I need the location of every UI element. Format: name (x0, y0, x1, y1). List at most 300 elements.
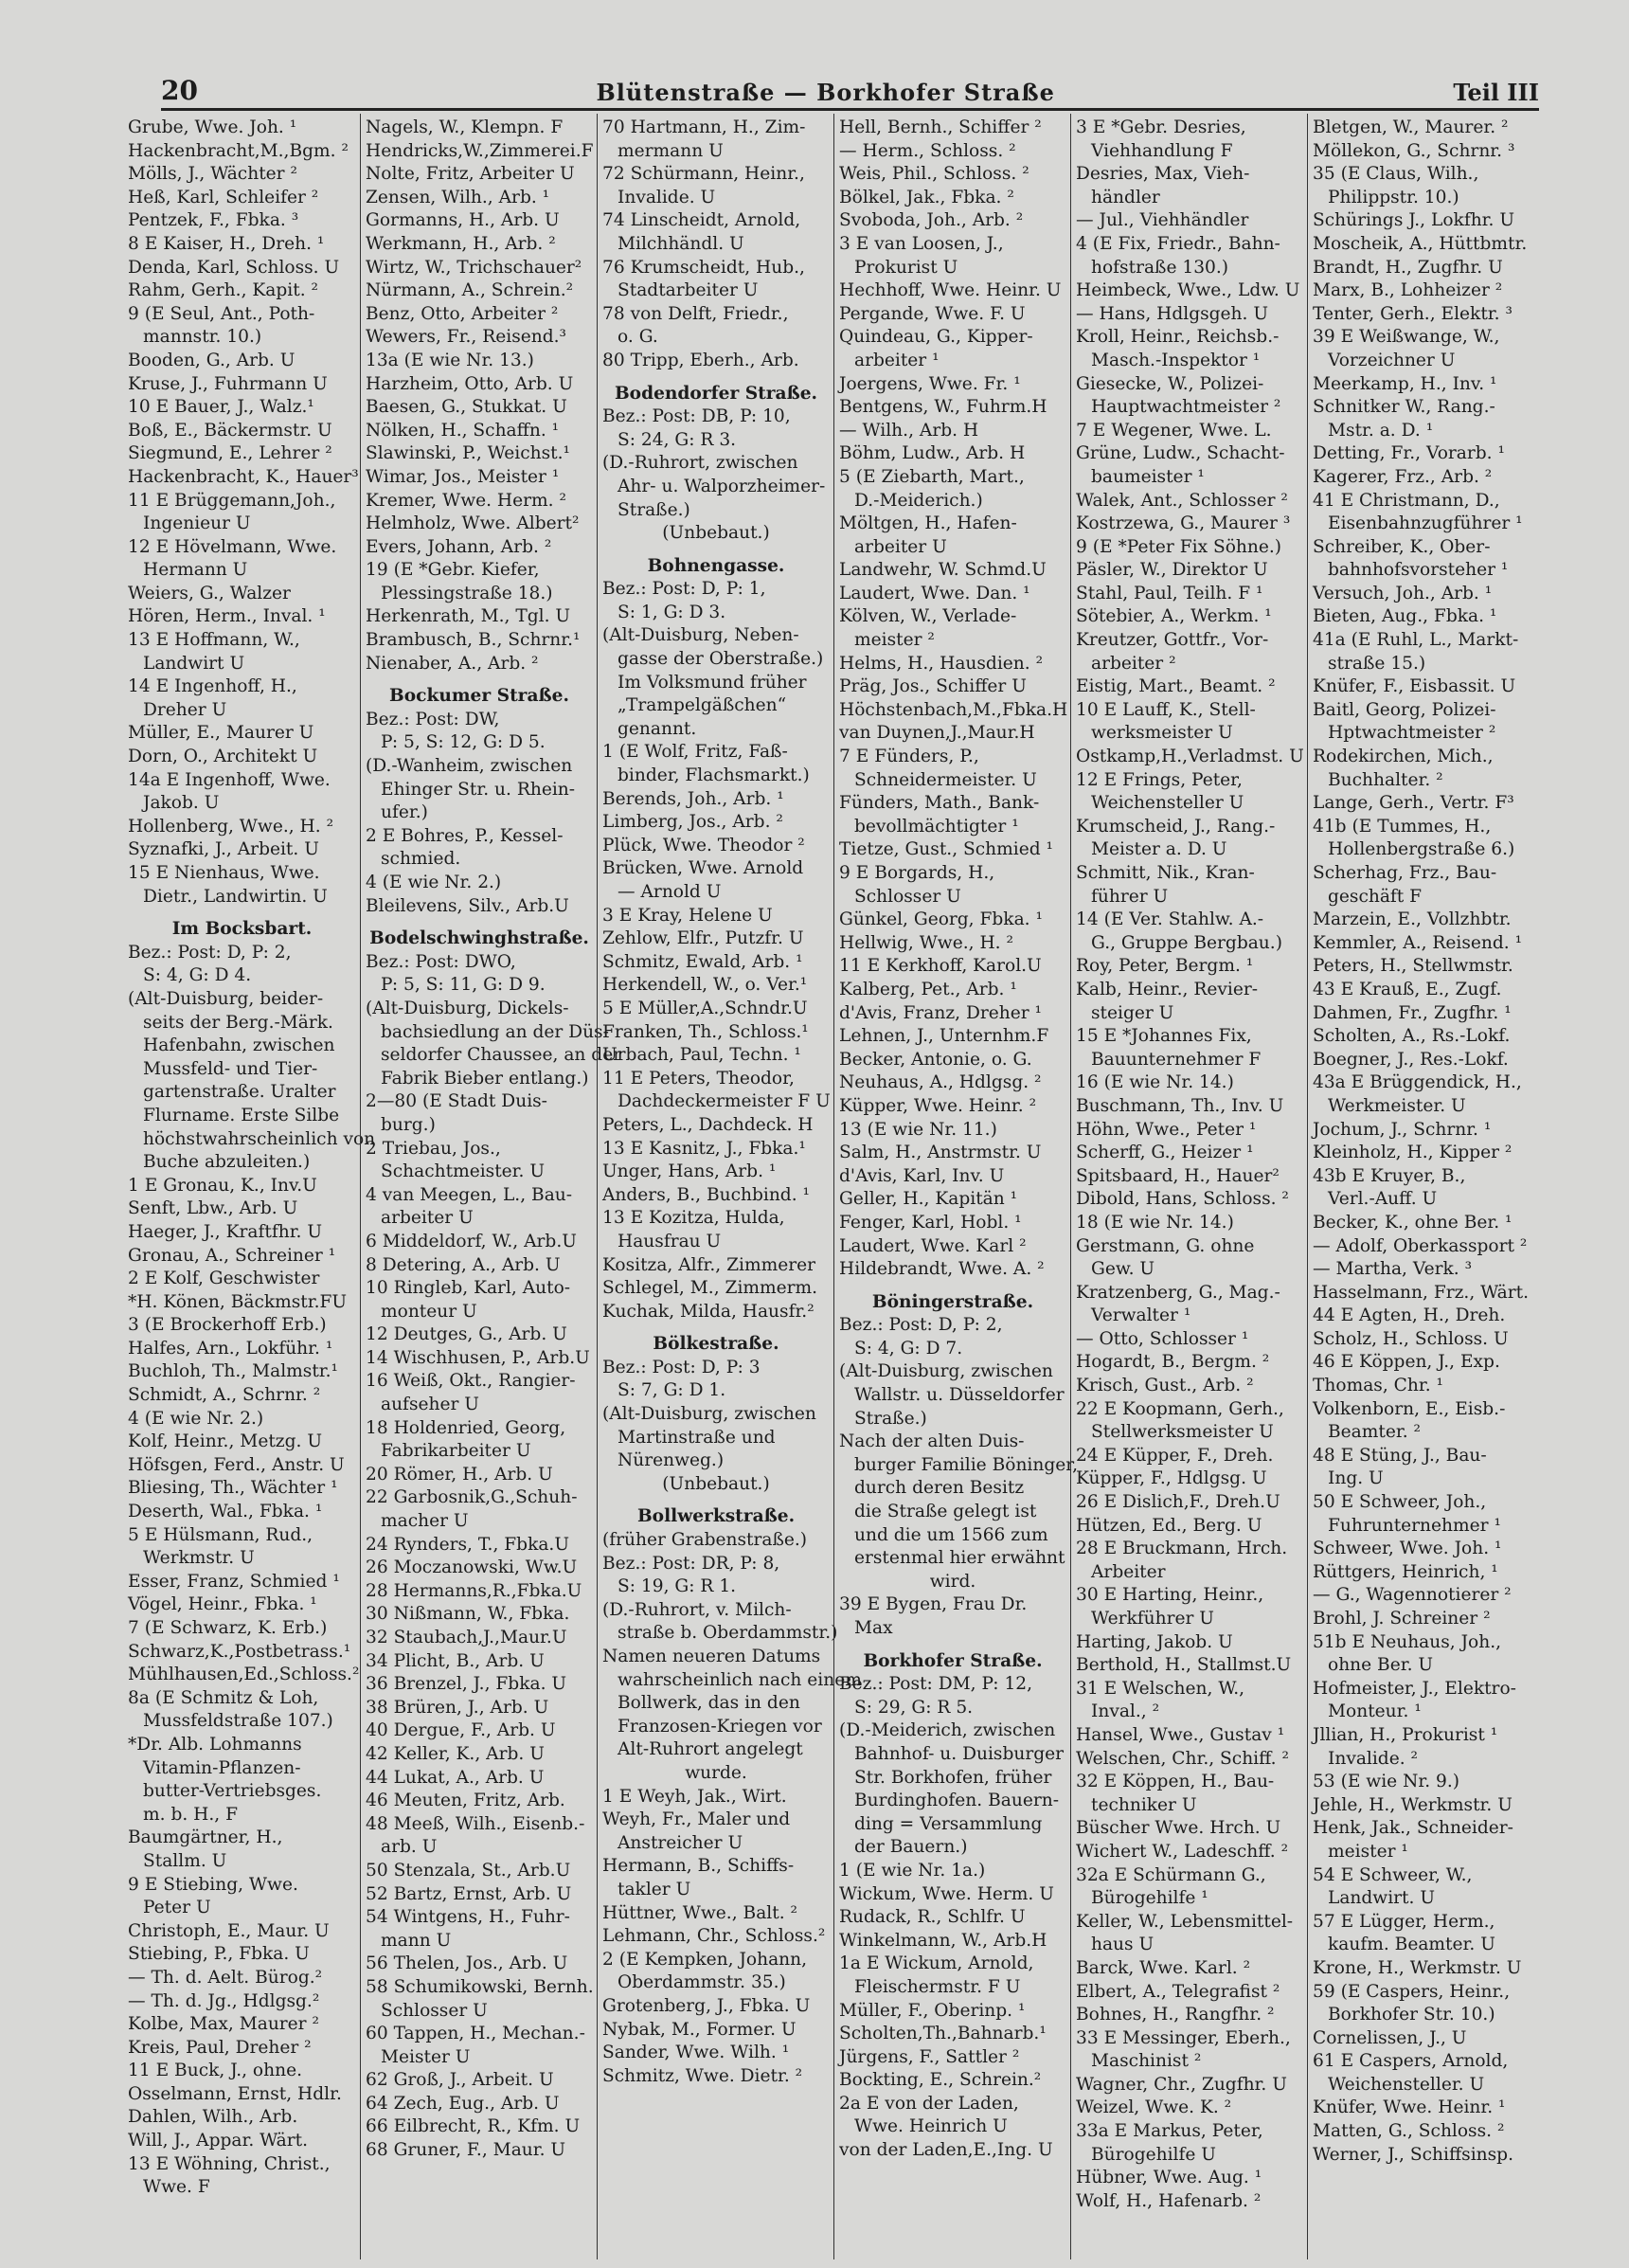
directory-line: Schmidt, A., Schrnr. ² (128, 1385, 321, 1406)
directory-line: seldorfer Chaussee, an der (381, 1045, 622, 1066)
directory-line: (Alt-Duisburg, zwischen (839, 1361, 1053, 1382)
directory-line: S: 4, G: D 4. (143, 965, 252, 986)
directory-line: 60 Tappen, H., Mechan.- (366, 2024, 585, 2044)
directory-line: Brambusch, B., Schrnr.¹ (366, 630, 581, 651)
directory-line: 10 E Lauff, K., Stell- (1076, 699, 1256, 720)
directory-line: 9 (E Seul, Ant., Poth- (128, 303, 315, 324)
directory-line: Kroll, Heinr., Reichsb.- (1076, 327, 1280, 348)
directory-line: takler U (618, 1879, 691, 1899)
directory-line: Jllian, H., Prokurist ¹ (1313, 1724, 1498, 1745)
directory-line: Knüfer, F., Eisbassit. U (1313, 676, 1516, 697)
directory-line: 30 Nißmann, W., Fbka. (366, 1604, 570, 1625)
directory-line: Hptwachtmeister ² (1328, 723, 1496, 744)
directory-line: Detting, Fr., Vorarb. ¹ (1313, 443, 1505, 464)
directory-line: 42 Keller, K., Arb. U (366, 1743, 545, 1764)
directory-line: arbeiter U (381, 1208, 474, 1229)
street-heading: Bockumer Straße. (389, 686, 569, 707)
directory-line: Büscher Wwe. Hrch. U (1076, 1818, 1281, 1839)
directory-line: Schürings J., Lokfhr. U (1313, 210, 1515, 231)
directory-line: Salm, H., Anstrmstr. U (839, 1143, 1042, 1163)
directory-line: Kemmler, A., Reisend. ¹ (1313, 932, 1523, 953)
directory-line: mann U (381, 1930, 452, 1951)
directory-line: Helms, H., Hausdien. ² (839, 653, 1044, 674)
header-rule (161, 108, 1539, 111)
directory-line: 13 E Hoffmann, W., (128, 630, 300, 651)
directory-line: 14 E Ingenhoff, H., (128, 676, 297, 697)
directory-line: Brücken, Wwe. Arnold (602, 858, 804, 879)
directory-line: straße b. Oberdammstr.) (618, 1623, 838, 1644)
directory-line: 46 E Köppen, J., Exp. (1313, 1352, 1500, 1373)
directory-line: 16 (E wie Nr. 14.) (1076, 1072, 1234, 1093)
directory-line: Küpper, F., Hdlgsg. U (1076, 1468, 1267, 1489)
directory-line: Sötebier, A., Werkm. ¹ (1076, 606, 1272, 627)
directory-line: Vorzeichner U (1328, 350, 1456, 370)
directory-line: 18 (E wie Nr. 14.) (1076, 1212, 1234, 1233)
directory-line: Marx, B., Lohheizer ² (1313, 280, 1503, 301)
directory-line: 13 (E wie Nr. 11.) (839, 1119, 997, 1140)
directory-line: Landwirt. U (1328, 1888, 1436, 1909)
directory-line: genannt. (618, 718, 697, 739)
directory-line: 13a (E wie Nr. 13.) (366, 350, 534, 370)
directory-line: hofstraße 130.) (1091, 257, 1229, 278)
directory-line: S: 1, G: D 3. (618, 602, 726, 622)
directory-line: 8a (E Schmitz & Loh, (128, 1687, 319, 1708)
directory-line: Fenger, Karl, Hobl. ¹ (839, 1212, 1022, 1233)
directory-line: Kagerer, Frz., Arb. ² (1313, 466, 1493, 487)
directory-line: 14 (E Ver. Stahlw. A.- (1076, 909, 1264, 930)
directory-line: Thomas, Chr. ¹ (1313, 1376, 1443, 1396)
directory-line: Invalide. U (618, 187, 716, 207)
directory-line: Laudert, Wwe. Dan. ¹ (839, 583, 1030, 603)
directory-line: straße 15.) (1328, 653, 1426, 674)
directory-line: Siegmund, E., Lehrer ² (128, 443, 332, 464)
directory-line: Bliesing, Th., Wächter ¹ (128, 1478, 338, 1499)
directory-line: 58 Schumikowski, Bernh. (366, 1976, 594, 1997)
directory-line: Schlosser U (381, 2000, 488, 2021)
directory-line: Brohl, J. Schreiner ² (1313, 1609, 1491, 1629)
directory-line: Tietze, Gust., Schmied ¹ (839, 839, 1053, 860)
directory-line: schmied. (381, 849, 461, 870)
directory-line: 39 E Weißwange, W., (1313, 327, 1500, 348)
directory-line: Kolf, Heinr., Metzg. U (128, 1431, 322, 1452)
directory-line: seits der Berg.-Märk. (143, 1012, 333, 1033)
street-heading: Bodendorfer Straße. (614, 383, 818, 404)
directory-line: 1 E Gronau, K., Inv.U (128, 1175, 317, 1196)
directory-line: 76 Krumscheidt, Hub., (602, 257, 805, 278)
directory-line: Herkenrath, M., Tgl. U (366, 606, 571, 627)
directory-line: Buche abzuleiten.) (143, 1152, 311, 1173)
directory-line: haus U (1091, 1935, 1155, 1955)
directory-line: 6 Middeldorf, W., Arb.U (366, 1231, 577, 1251)
directory-line: Peters, L., Dachdeck. H (602, 1114, 814, 1135)
directory-line: Höhn, Wwe., Peter ¹ (1076, 1119, 1257, 1140)
directory-line: Kostrzewa, G., Maurer ³ (1076, 513, 1291, 534)
directory-line: Denda, Karl, Schloss. U (128, 257, 340, 278)
directory-line: Joergens, Wwe. Fr. ¹ (839, 373, 1021, 394)
directory-line: 48 Meeß, Wilh., Eisenb.- (366, 1813, 585, 1834)
directory-line: 2 E Kolf, Geschwister (128, 1269, 320, 1289)
directory-line: arbeiter U (854, 536, 947, 557)
directory-line: Schmitz, Wwe. Dietr. ² (602, 2065, 803, 2086)
directory-line: Küpper, Wwe. Heinr. ² (839, 1095, 1037, 1116)
directory-line: Borkhofer Str. 10.) (1328, 2005, 1495, 2025)
directory-line: Im Volksmund früher (618, 672, 807, 693)
directory-line: Max (854, 1618, 893, 1638)
directory-line: Geller, H., Kapitän ¹ (839, 1189, 1018, 1210)
directory-line: P: 5, S: 12, G: D 5. (381, 732, 546, 753)
directory-line: 46 Meuten, Fritz, Arb. (366, 1791, 565, 1811)
directory-line: Dachdeckermeister F U (618, 1091, 831, 1112)
directory-line: 38 Brüren, J., Arb. U (366, 1697, 549, 1718)
directory-line: D.-Meiderich.) (854, 490, 983, 511)
directory-line: Hildebrandt, Wwe. A. ² (839, 1259, 1045, 1280)
directory-line: Präg, Jos., Schiffer U (839, 676, 1027, 697)
directory-line: Walek, Ant., Schlosser ² (1076, 490, 1288, 511)
directory-line: Hützen, Ed., Berg. U (1076, 1515, 1262, 1536)
directory-line: Osselmann, Ernst, Hdlr. (128, 2083, 342, 2104)
directory-line: Buchloh, Th., Malmstr.¹ (128, 1361, 338, 1382)
directory-line: Oberdammstr. 35.) (618, 1972, 786, 1993)
directory-line: Spitsbaard, H., Hauer² (1076, 1165, 1280, 1186)
directory-line: bahnhofsvorsteher ¹ (1328, 560, 1509, 581)
directory-line: Halfes, Arn., Lokführ. ¹ (128, 1338, 333, 1359)
directory-line: Deserth, Wal., Fbka. ¹ (128, 1502, 323, 1522)
directory-line: Hellwig, Wwe., H. ² (839, 932, 1013, 953)
directory-line: Straße.) (618, 499, 690, 520)
directory-line: Wimar, Jos., Meister ¹ (366, 466, 560, 487)
directory-line: (D.-Ruhrort, v. Milch- (602, 1599, 792, 1620)
directory-line: d'Avis, Karl, Inv. U (839, 1165, 1005, 1186)
directory-line: Jochum, J., Schrnr. ¹ (1313, 1119, 1492, 1140)
directory-line: Grube, Wwe. Joh. ¹ (128, 117, 297, 137)
directory-line: Desries, Max, Vieh- (1076, 164, 1250, 185)
directory-line: Boß, E., Bäckermstr. U (128, 420, 332, 441)
directory-line: binder, Flachsmarkt.) (618, 765, 810, 786)
directory-line: Hauptwachtmeister ² (1091, 397, 1281, 418)
directory-line: 54 Wintgens, H., Fuhr- (366, 1907, 570, 1928)
directory-line: 9 E Borgards, H., (839, 863, 995, 883)
directory-line: 5 (E Ziebarth, Mart., (839, 466, 1025, 487)
directory-line: Christoph, E., Maur. U (128, 1920, 330, 1941)
directory-line: wahrscheinlich nach einem (618, 1669, 862, 1690)
directory-line: Herkendell, W., o. Ver.¹ (602, 975, 808, 996)
directory-line: 5 E Müller,A.,Schndr.U (602, 998, 808, 1018)
directory-line: 14 Wischhusen, P., Arb.U (366, 1347, 590, 1368)
directory-line: Masch.-Inspektor ¹ (1091, 350, 1261, 370)
directory-line: 4 (E wie Nr. 2.) (128, 1408, 264, 1429)
directory-line: Werkführer U (1091, 1609, 1214, 1629)
directory-line: *H. Könen, Bäckmstr.FU (128, 1291, 348, 1312)
directory-line: S: 29, G: R 5. (854, 1697, 974, 1718)
directory-line: (D.-Wanheim, zwischen (366, 756, 573, 777)
directory-line: Maschinist ² (1091, 2051, 1202, 2072)
directory-line: 30 E Harting, Heinr., (1076, 1585, 1264, 1606)
directory-line: Pentzek, F., Fbka. ³ (128, 210, 299, 231)
directory-line: Bollwerk, das in den (618, 1693, 800, 1714)
directory-line: Krisch, Gust., Arb. ² (1076, 1376, 1254, 1396)
directory-line: Lehmann, Chr., Schloss.² (602, 1926, 826, 1947)
directory-line: ding = Versammlung (854, 1813, 1043, 1834)
directory-line: Slawinski, P., Weichst.¹ (366, 443, 570, 464)
directory-line: Zensen, Wilh., Arb. ¹ (366, 187, 550, 207)
directory-line: — Hans, Hdlgsgeh. U (1076, 303, 1269, 324)
directory-line: Gerstmann, G. ohne (1076, 1235, 1255, 1256)
directory-line: 59 (E Caspers, Heinr., (1313, 1981, 1511, 2002)
directory-line: Jürgens, F., Sattler ² (839, 2046, 1020, 2067)
directory-line: o. G. (618, 327, 658, 348)
directory-line: Heß, Karl, Schleifer ² (128, 187, 319, 207)
directory-line: 33 E Messinger, Eberh., (1076, 2027, 1291, 2048)
directory-line: butter-Vertriebsges. (143, 1781, 322, 1802)
directory-line: Dreher U (143, 699, 227, 720)
directory-line: 7 (E Schwarz, K. Erb.) (128, 1618, 328, 1638)
directory-line: gartenstraße. Uralter (143, 1082, 336, 1103)
directory-line: Weis, Phil., Schloss. ² (839, 164, 1029, 185)
directory-line: 40 Dergue, F., Arb. U (366, 1720, 556, 1741)
directory-line: Evers, Johann, Arb. ² (366, 536, 552, 557)
directory-line: S: 4, G: D 7. (854, 1338, 963, 1359)
directory-line: arbeiter ² (1091, 653, 1176, 674)
directory-line: 12 Deutges, G., Arb. U (366, 1324, 567, 1345)
directory-column (360, 114, 622, 2259)
directory-line: Rodekirchen, Mich., (1313, 747, 1494, 767)
directory-line: Franken, Th., Schloss.¹ (602, 1021, 809, 1042)
directory-line: arb. U (381, 1837, 438, 1858)
directory-line: Welschen, Chr., Schiff. ² (1076, 1748, 1289, 1769)
directory-line: 11 E Brüggemann,Joh., (128, 490, 336, 511)
directory-line: 50 E Schweer, Joh., (1313, 1492, 1487, 1513)
directory-line: Buchhalter. ² (1328, 769, 1443, 790)
directory-line: bachsiedlung an der Düs- (381, 1021, 609, 1042)
directory-line: meister ¹ (1328, 1841, 1408, 1862)
directory-line: Milchhändl. U (618, 233, 744, 254)
directory-line: Scholten,Th.,Bahnarb.¹ (839, 2024, 1047, 2044)
directory-line: 11 E Buck, J., ohne. (128, 2061, 302, 2081)
directory-line: Eistig, Mart., Beamt. ² (1076, 676, 1276, 697)
directory-line: Jakob. U (143, 793, 220, 814)
directory-line: Haeger, J., Kraftfhr. U (128, 1221, 323, 1242)
directory-line: Verwalter ¹ (1091, 1305, 1191, 1326)
directory-line: aufseher U (381, 1395, 479, 1415)
directory-line: Harting, Jakob. U (1076, 1631, 1233, 1652)
directory-line: ohne Ber. U (1328, 1655, 1434, 1676)
directory-line: Kölven, W., Verlade- (839, 606, 1017, 627)
directory-line: Kratzenberg, G., Mag.- (1076, 1282, 1280, 1303)
directory-line: Plück, Wwe. Theodor ² (602, 835, 805, 855)
directory-line: Peter U (143, 1898, 211, 1918)
directory-line: (D.-Meiderich, zwischen (839, 1720, 1056, 1741)
directory-line: Hermann, B., Schiffs- (602, 1856, 795, 1877)
directory-line: Inval., ² (1091, 1701, 1160, 1722)
directory-line: Bez.: Post: DB, P: 10, (602, 406, 791, 427)
directory-line: Hansel, Wwe., Gustav ¹ (1076, 1724, 1285, 1745)
directory-line: Plessingstraße 18.) (381, 583, 553, 603)
directory-line: Nienaber, A., Arb. ² (366, 653, 539, 674)
directory-line: Wwe. F (143, 2177, 210, 2198)
directory-line: 62 Groß, J., Arbeit. U (366, 2070, 554, 2091)
directory-line: burger Familie Böninger, (854, 1454, 1078, 1475)
directory-line: Nölken, H., Schaffn. ¹ (366, 420, 560, 441)
directory-line: Bleilevens, Silv., Arb.U (366, 895, 569, 916)
directory-line: Will, J., Appar. Wärt. (128, 2131, 309, 2151)
directory-line: Kalb, Heinr., Revier- (1076, 979, 1258, 999)
directory-line: 10 E Bauer, J., Walz.¹ (128, 397, 314, 418)
directory-line: Urbach, Paul, Techn. ¹ (602, 1045, 801, 1066)
directory-line: 10 Ringleb, Karl, Auto- (366, 1278, 571, 1299)
directory-line: Jehle, H., Werkmstr. U (1313, 1794, 1513, 1815)
directory-line: Bockting, E., Schrein.² (839, 2070, 1042, 2091)
directory-line: 8 E Kaiser, H., Dreh. ¹ (128, 233, 325, 254)
directory-line: Viehhandlung F (1091, 140, 1233, 161)
directory-line: (Unbebaut.) (662, 523, 770, 544)
directory-line: Scherff, G., Heizer ¹ (1076, 1143, 1254, 1163)
directory-line: Neuhaus, A., Hdlgsg. ² (839, 1072, 1042, 1093)
directory-line: macher U (381, 1511, 469, 1532)
directory-line: Müller, F., Oberinp. ¹ (839, 2000, 1026, 2021)
directory-line: Tenter, Gerh., Elektr. ³ (1313, 303, 1513, 324)
directory-line: 18 Holdenried, Georg, (366, 1417, 566, 1438)
directory-line: von der Laden,E.,Ing. U (839, 2140, 1053, 2161)
directory-line: arbeiter ¹ (854, 350, 940, 370)
directory-line: Hackenbracht,M.,Bgm. ² (128, 140, 349, 161)
directory-line: Volkenborn, E., Eisb.- (1313, 1398, 1506, 1419)
directory-line: Straße.) (854, 1408, 927, 1429)
directory-line: 19 (E *Gebr. Kiefer, (366, 560, 540, 581)
street-heading: Bodelschwinghstraße. (369, 928, 589, 949)
directory-line: Baumgärtner, H., (128, 1827, 283, 1848)
directory-line: Rudack, R., Schlfr. U (839, 1907, 1026, 1928)
directory-line: 50 Stenzala, St., Arb.U (366, 1860, 571, 1881)
directory-line: Stallm. U (143, 1850, 227, 1871)
directory-line: Monteur. ¹ (1328, 1701, 1422, 1722)
directory-line: Baitl, Georg, Polizei- (1313, 699, 1496, 720)
directory-line: Bentgens, W., Fuhrm.H (839, 397, 1047, 418)
directory-line: gasse der Oberstraße.) (618, 649, 824, 670)
directory-line: 2a E von der Laden, (839, 2093, 1019, 2114)
directory-line: Hollenbergstraße 6.) (1328, 839, 1515, 860)
directory-line: van Duynen,J.,Maur.H (839, 723, 1035, 744)
directory-line: Alt-Ruhrort angelegt (618, 1739, 803, 1760)
directory-line: mermann U (618, 140, 724, 161)
directory-line: 32 Staubach,J.,Maur.U (366, 1628, 567, 1647)
directory-line: Schweer, Wwe. Joh. ¹ (1313, 1539, 1502, 1559)
directory-line: Schmitz, Ewald, Arb. ¹ (602, 951, 803, 972)
directory-line: Schnitker W., Rang.- (1313, 397, 1495, 418)
directory-line: 24 Rynders, T., Fbka.U (366, 1534, 570, 1555)
directory-line: 13 E Kozitza, Hulda, (602, 1208, 785, 1229)
directory-line: Gew. U (1091, 1259, 1155, 1280)
directory-line: 4 (E Fix, Friedr., Bahn- (1076, 233, 1280, 254)
directory-line: 44 Lukat, A., Arb. U (366, 1767, 545, 1788)
directory-line: die Straße gelegt ist (854, 1502, 1037, 1522)
directory-line: Mussfeldstraße 107.) (143, 1711, 333, 1732)
directory-line: 48 E Stüng, J., Bau- (1313, 1445, 1487, 1466)
directory-line: Quindeau, G., Kipper- (839, 327, 1033, 348)
part-label: Teil III (1453, 79, 1539, 106)
directory-line: Weizel, Wwe. K. ² (1076, 2097, 1232, 2118)
directory-columns (123, 114, 1544, 2259)
directory-line: 54 E Schweer, W., (1313, 1864, 1473, 1885)
directory-line: Limberg, Jos., Arb. ² (602, 812, 783, 833)
directory-line: Scholten, A., Rs.-Lokf. (1313, 1026, 1511, 1047)
directory-line: 3 (E Brockerhoff Erb.) (128, 1315, 327, 1336)
directory-line: Helmholz, Wwe. Albert² (366, 513, 580, 534)
directory-line: Booden, G., Arb. U (128, 350, 295, 370)
directory-line: Svoboda, Joh., Arb. ² (839, 210, 1024, 231)
directory-line: (Alt-Duisburg, zwischen (602, 1404, 816, 1425)
directory-line: kaufm. Beamter. U (1328, 1935, 1495, 1955)
directory-line: Senft, Lbw., Arb. U (128, 1198, 298, 1219)
directory-line: Giesecke, W., Polizei- (1076, 373, 1264, 394)
street-heading: Bohnengasse. (647, 555, 785, 576)
directory-line: Pergande, Wwe. F. U (839, 303, 1026, 324)
directory-line: — Herm., Schloss. ² (839, 140, 1016, 161)
directory-line: Wichert W., Ladeschff. ² (1076, 1841, 1289, 1862)
directory-line: Ahr- u. Walporzheimer- (618, 476, 826, 496)
directory-line: wurde. (685, 1762, 747, 1783)
directory-line: Böhm, Ludw., Arb. H (839, 443, 1026, 464)
directory-line: Schlegel, M., Zimmerm. (602, 1278, 818, 1299)
directory-line: Meerkamp, H., Inv. ¹ (1313, 373, 1497, 394)
directory-line: Meister a. D. U (1091, 839, 1227, 860)
directory-line: S: 24, G: R 3. (618, 429, 737, 450)
directory-line: Burdinghofen. Bauern- (854, 1791, 1059, 1811)
directory-line: — Adolf, Oberkassport ² (1313, 1235, 1528, 1256)
directory-line: 28 Hermanns,R.,Fbka.U (366, 1580, 582, 1601)
directory-line: Barck, Wwe. Karl. ² (1076, 1957, 1251, 1978)
directory-line: Nybak, M., Former. U (602, 2019, 797, 2040)
directory-line: Mühlhausen,Ed.,Schloss.² (128, 1665, 360, 1685)
directory-line: höchstwahrscheinlich von (143, 1128, 376, 1149)
directory-line: — G., Wagennotierer ² (1313, 1585, 1512, 1606)
directory-line: 64 Zech, Eug., Arb. U (366, 2093, 560, 2114)
directory-line: 13 E Kasnitz, J., Fbka.¹ (602, 1138, 806, 1159)
directory-line: Werkmann, H., Arb. ² (366, 233, 556, 254)
directory-line: Knüfer, Wwe. Heinr. ¹ (1313, 2097, 1506, 2118)
directory-line: 4 (E wie Nr. 2.) (366, 873, 502, 892)
directory-line: Werkmeister. U (1328, 1095, 1466, 1116)
directory-line: Wolf, H., Hafenarb. ² (1076, 2190, 1262, 2211)
directory-line: Brandt, H., Zugfhr. U (1313, 257, 1503, 278)
directory-line: Wagner, Chr., Zugfhr. U (1076, 2074, 1287, 2095)
directory-line: Nürmann, A., Schrein.² (366, 280, 574, 301)
directory-line: 13 E Wöhning, Christ., (128, 2153, 331, 2174)
directory-line: 53 (E wie Nr. 9.) (1313, 1772, 1460, 1792)
directory-line: Hackenbracht, K., Hauer³ (128, 466, 359, 487)
directory-line: Hafenbahn, zwischen (143, 1035, 335, 1056)
directory-line: Bürogehilfe U (1091, 2144, 1216, 2165)
directory-line: Namen neueren Datums (602, 1647, 821, 1666)
directory-line: durch deren Besitz (854, 1478, 1025, 1499)
directory-line: Bürogehilfe ¹ (1091, 1888, 1208, 1909)
directory-line: 26 Moczanowski, Ww.U (366, 1557, 578, 1578)
directory-line: 56 Thelen, Jos., Arb. U (366, 1953, 568, 1974)
directory-line: S: 19, G: R 1. (618, 1576, 737, 1597)
directory-line: Meister U (381, 2046, 471, 2067)
directory-line: Stadtarbeiter U (618, 280, 759, 301)
directory-line: Weichensteller U (1091, 793, 1244, 814)
directory-line: Bez.: Post: DR, P: 8, (602, 1553, 780, 1574)
directory-column (833, 114, 1078, 2259)
directory-line: 2 Triebau, Jos., (366, 1138, 501, 1159)
directory-line: Elbert, A., Telegrafist ² (1076, 1981, 1280, 2002)
directory-line: Fabrikarbeiter U (381, 1441, 531, 1462)
directory-line: Becker, Antonie, o. G. (839, 1049, 1032, 1070)
directory-line: Hofmeister, J., Elektro- (1313, 1678, 1516, 1699)
directory-line: Wickum, Wwe. Herm. U (839, 1883, 1054, 1904)
directory-line: 2 E Bohres, P., Kessel- (366, 825, 564, 846)
directory-line: Hüttner, Wwe., Balt. ² (602, 1902, 797, 1923)
